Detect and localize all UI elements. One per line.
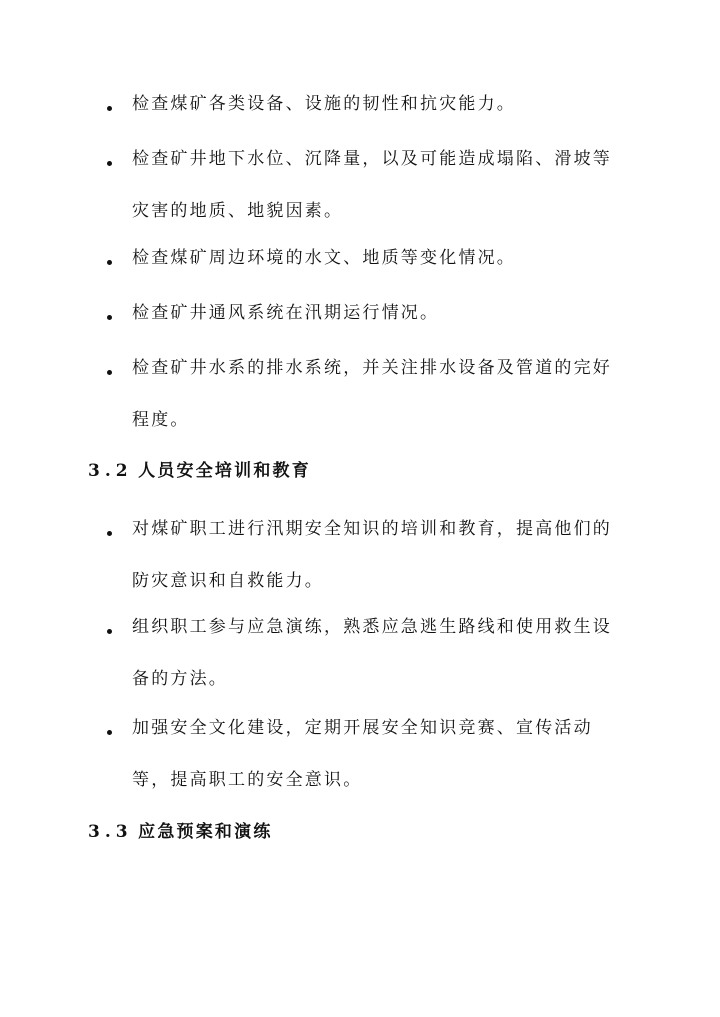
section-title: 人员安全培训和教育 [138, 461, 311, 481]
bullet-icon [107, 730, 112, 735]
section-title: 应急预案和演练 [138, 822, 273, 842]
section-number: 3.3 [88, 822, 133, 842]
list-item-text: 检查矿井地下水位、沉降量，以及可能造成塌陷、滑坡等灾害的地质、地貌因素。 [132, 149, 612, 221]
list-item-text: 对煤矿职工进行汛期安全知识的培训和教育，提高他们的防灾意识和自救能力。 [132, 519, 612, 591]
bullet-icon [107, 161, 112, 166]
bullet-icon [107, 370, 112, 375]
list-item-text: 检查矿井水系的排水系统，并关注排水设备及管道的完好程度。 [132, 358, 612, 430]
list-item-text: 组织职工参与应急演练，熟悉应急逃生路线和使用救生设备的方法。 [132, 617, 612, 689]
list-item-text: 加强安全文化建设，定期开展安全知识竞赛、宣传活动等，提高职工的安全意识。 [132, 718, 593, 790]
list-item-text: 检查矿井通风系统在汛期运行情况。 [132, 303, 440, 323]
bullet-icon [107, 260, 112, 265]
bullet-icon [107, 531, 112, 536]
section-heading [88, 456, 311, 481]
bullet-icon [107, 315, 112, 320]
bullet-icon [107, 106, 112, 111]
list-item-text: 检查煤矿各类设备、设施的韧性和抗灾能力。 [132, 94, 516, 114]
section-heading [88, 817, 273, 842]
section-number: 3.2 [88, 461, 133, 481]
bullet-icon [107, 629, 112, 634]
list-item-text: 检查煤矿周边环境的水文、地质等变化情况。 [132, 248, 516, 268]
